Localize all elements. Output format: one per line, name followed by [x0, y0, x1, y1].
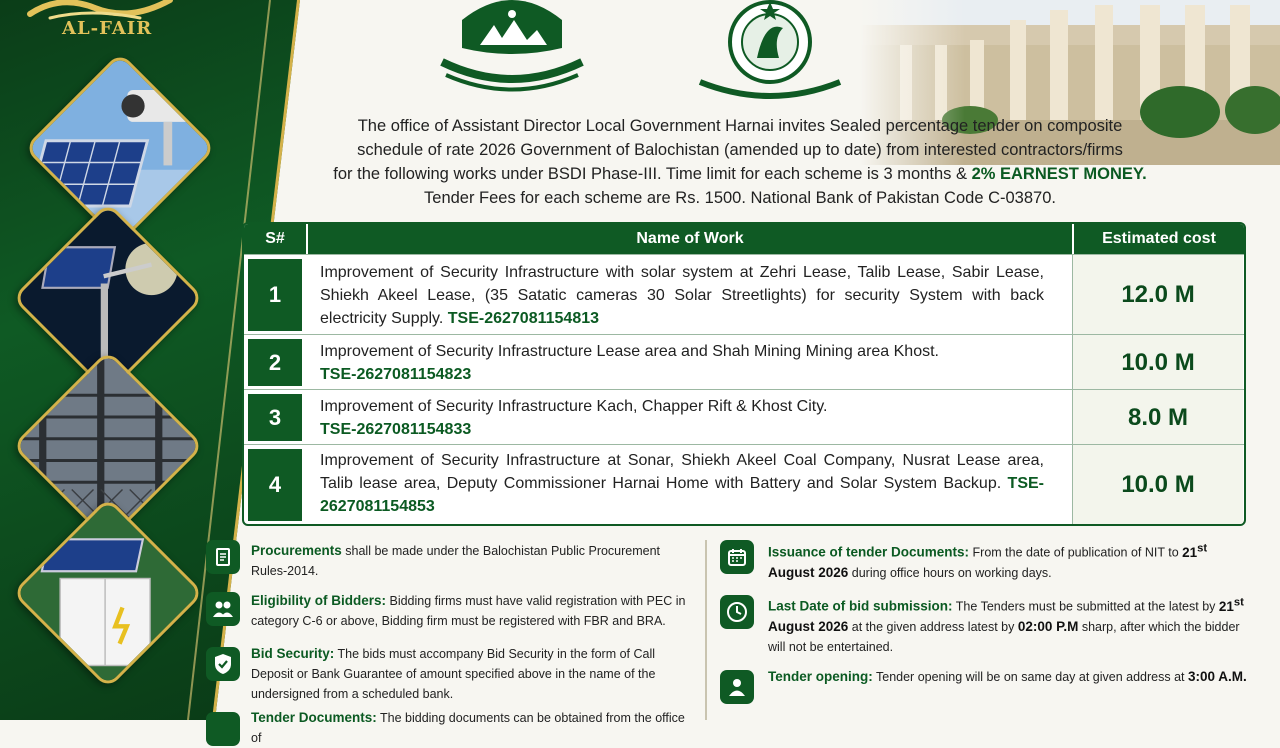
intro-line-1: The office of Assistant Director Local Government Harnai invites Sealed percentage tender on composite [357, 117, 1123, 135]
tender-id: TSE-2627081154823 [320, 366, 472, 383]
note-title: Tender Documents: [251, 710, 377, 725]
note-title: Last Date of bid submission: [768, 598, 953, 614]
note-title: Eligibility of Bidders: [251, 593, 387, 608]
header-work: Name of Work [636, 230, 744, 247]
intro-line-3 [250, 162, 1230, 186]
row-cost: 8.0 M [1072, 390, 1243, 445]
shield-check-icon [206, 647, 240, 681]
balochistan-emblem-icon [432, 0, 592, 104]
intro-line-4: Tender Fees for each scheme are Rs. 1500. National Bank of Pakistan Code C-03870. [424, 189, 1056, 207]
date-suffix: st [1233, 596, 1244, 608]
document-icon [206, 712, 240, 746]
note-title: Tender opening: [768, 669, 873, 684]
works-table [242, 222, 1246, 526]
date-day: 21 [1182, 544, 1198, 560]
earnest-money-highlight: 2% EARNEST MONEY. [971, 165, 1147, 183]
date-rest: August 2026 [768, 618, 849, 634]
note-text: From the date of publication of NIT to [969, 545, 1183, 560]
work-text: Improvement of Security Infrastructure with solar system at Zehri Lease, Talib Lease, Sabir Lease, Shiekh Akeel Lease, (35 Satatic cameras 30 Solar Streetlights) for security System with back electricity Supply. [320, 264, 1044, 327]
note-text: The Tenders must be submitted at the latest by [952, 599, 1219, 614]
header-sn: S# [265, 230, 285, 247]
note-text: The bids must accompany Bid Security in the form of Call Deposit or Bank Guarantee of amount specified above in the name of the undersigned from a scheduled bank. [251, 647, 656, 701]
brand-name: AL-FAIR [62, 18, 153, 39]
date-suffix: st [1197, 542, 1208, 554]
row-serial: 3 [248, 394, 302, 441]
note-bid-security [251, 644, 696, 704]
header-cost: Estimated cost [1102, 230, 1216, 247]
work-text: Improvement of Security Infrastructure at Sonar, Shiekh Akeel Coal Company, Nusrat Lease area, Talib lease area, Deputy Commissioner Harnai Home with Battery and Solar System Backup. [320, 452, 1044, 492]
tender-id: TSE-2627081154833 [320, 421, 472, 438]
clock-icon [720, 595, 754, 629]
note-text: at the given address latest by [848, 619, 1018, 634]
note-title: Bid Security: [251, 646, 335, 661]
tender-id: TSE-2627081154813 [447, 310, 600, 327]
note-text: Tender opening will be on same day at given address at [872, 670, 1188, 684]
table-header [244, 224, 1244, 254]
note-text: Bidding firms must have valid registration with PEC in category C-6 or above, Bidding firm must be registered with FBR and BRA. [251, 594, 686, 628]
calendar-icon [720, 540, 754, 574]
note-text: shall be made under the Balochistan Public Procurement Rules-2014. [251, 544, 661, 578]
note-text: during office hours on working days. [848, 565, 1052, 580]
tender-intro-text [250, 114, 1230, 210]
row-serial: 4 [248, 449, 302, 521]
date-rest: August 2026 [768, 564, 849, 580]
note-tender-documents [251, 708, 696, 748]
row-work-description [320, 340, 1044, 386]
note-title: Issuance of tender Documents: [768, 544, 970, 560]
notes-divider [705, 540, 707, 720]
row-work-description [320, 449, 1044, 518]
row-cost: 10.0 M [1072, 445, 1243, 525]
work-text: Improvement of Security Infrastructure Kach, Chapper Rift & Khost City. [320, 398, 828, 415]
note-tender-opening [768, 667, 1248, 687]
note-procurements [251, 541, 691, 581]
row-serial: 2 [248, 339, 302, 386]
document-icon [206, 540, 240, 574]
person-icon [720, 670, 754, 704]
row-work-description [320, 395, 1044, 441]
date-day: 21 [1218, 598, 1234, 614]
note-issuance [768, 538, 1248, 583]
table-row [244, 334, 1244, 390]
intro-line-3-text: for the following works under BSDI Phase-III. Time limit for each scheme is 3 months & [333, 165, 972, 183]
row-work-description [320, 261, 1044, 330]
intro-line-2: schedule of rate 2026 Government of Balochistan (amended up to date) from interested contractors/firms [357, 141, 1123, 159]
row-serial: 1 [248, 259, 302, 331]
table-row [244, 389, 1244, 445]
note-last-date [768, 592, 1248, 657]
row-cost: 10.0 M [1072, 335, 1243, 390]
table-row [244, 444, 1244, 525]
note-title: Procurements [251, 543, 342, 558]
note-eligibility [251, 591, 696, 631]
note-time: 02:00 P.M [1017, 618, 1079, 634]
table-row [244, 254, 1244, 335]
tender-id: TSE-2627081154853 [320, 475, 1044, 515]
row-cost: 12.0 M [1072, 255, 1243, 335]
note-text: sharp, after which the bidder will not be entertained. [768, 619, 1240, 654]
users-icon [206, 592, 240, 626]
work-text: Improvement of Security Infrastructure Lease area and Shah Mining Mining area Khost. [320, 343, 939, 360]
note-text: The bidding documents can be obtained from the office of [251, 711, 685, 745]
police-emblem-icon [695, 0, 845, 106]
note-time: 3:00 A.M. [1188, 669, 1247, 684]
